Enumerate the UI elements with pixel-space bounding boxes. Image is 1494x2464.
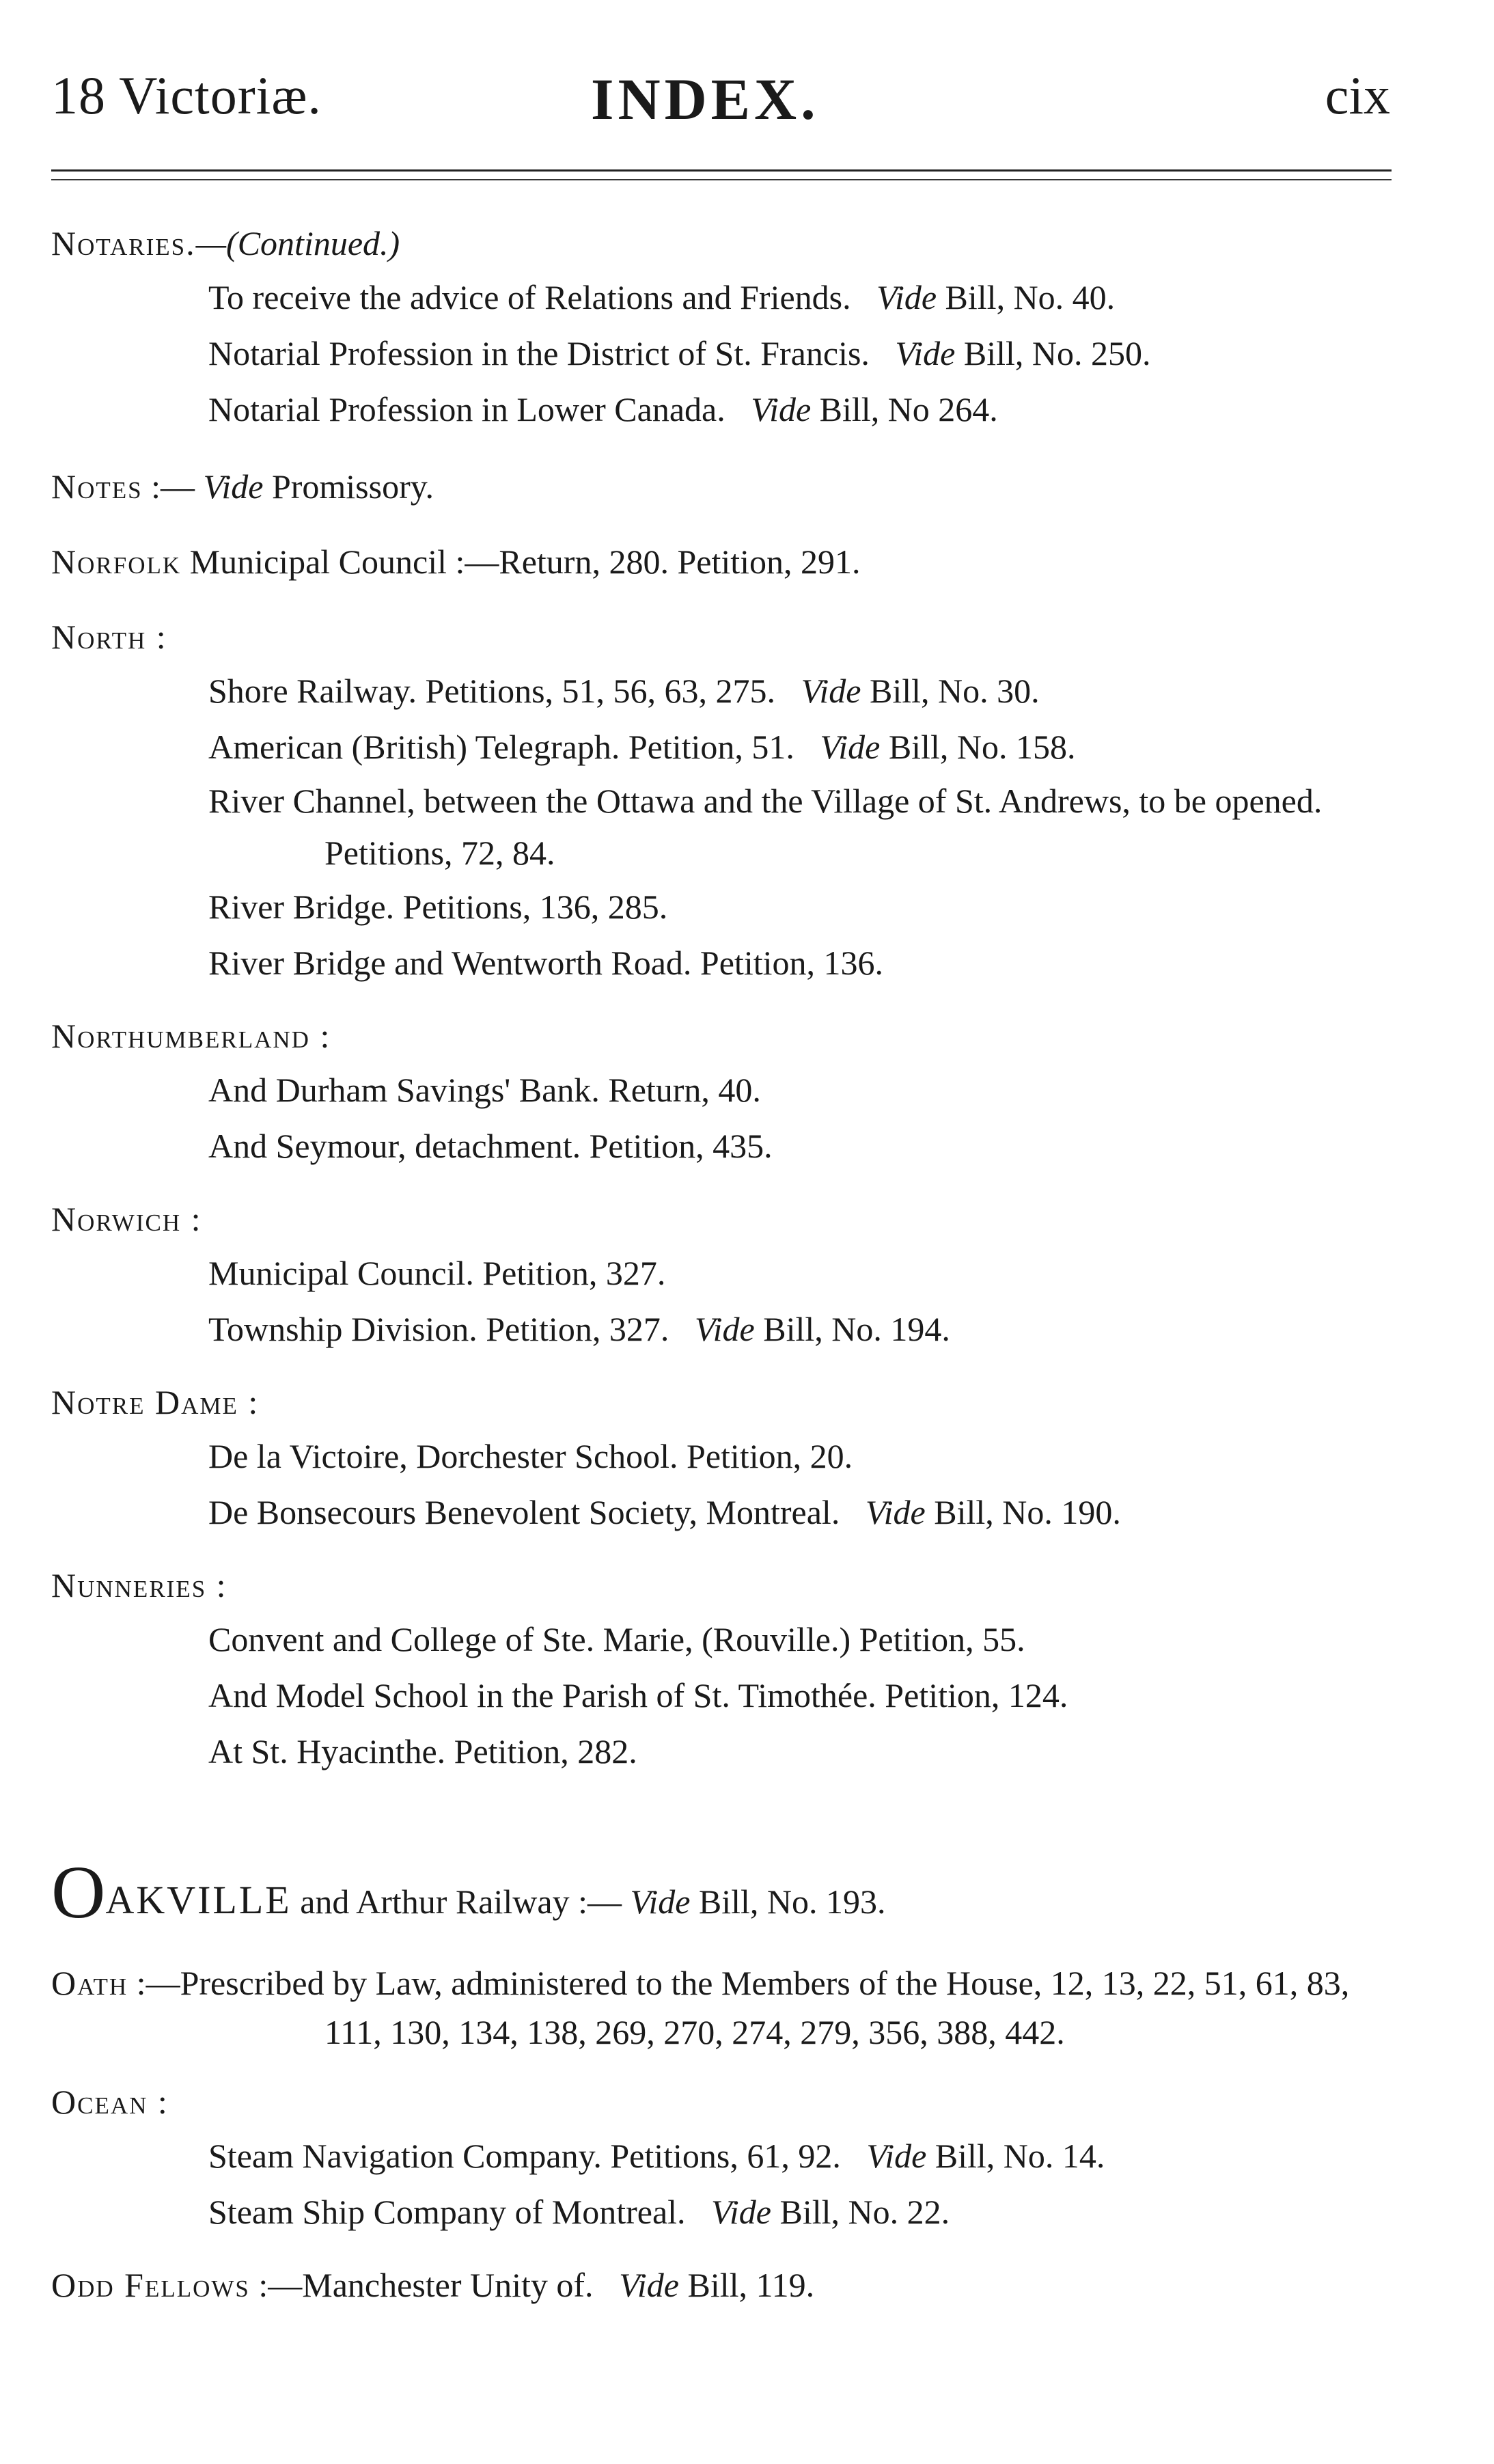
entry-north bbox=[51, 611, 1411, 991]
entry-heading: Norwich : bbox=[51, 1200, 202, 1238]
entry-heading: Notes bbox=[51, 467, 143, 506]
entry-notes: Notes :— Vide Promissory. bbox=[51, 467, 434, 506]
entry-nunneries bbox=[51, 1559, 1411, 1779]
entry-heading: Notre Dame : bbox=[51, 1383, 260, 1421]
list-item: To receive the advice of Relations and Friends. Vide Bill, No. 40. bbox=[208, 278, 1116, 316]
entry-heading: AKVILLE bbox=[105, 1878, 292, 1922]
entry-oakville: OAKVILLE and Arthur Railway :— Vide Bill, No. 193. bbox=[51, 1850, 886, 1934]
entry-heading: Notaries. bbox=[51, 224, 196, 262]
list-item: De la Victoire, Dorchester School. Petition, 20. bbox=[208, 1437, 853, 1475]
list-item: And Seymour, detachment. Petition, 435. bbox=[208, 1127, 773, 1165]
entry-odd-fellows: Odd Fellows :—Manchester Unity of. Vide Bill, 119. bbox=[51, 2266, 815, 2304]
session-label: 18 Victoriæ. bbox=[51, 66, 322, 125]
page-title: INDEX. bbox=[591, 66, 820, 132]
entry-notaries bbox=[51, 217, 1411, 437]
list-item: De Bonsecours Benevolent Society, Montreal. Vide Bill, No. 190. bbox=[208, 1493, 1121, 1531]
list-item: Shore Railway. Petitions, 51, 56, 63, 275. Vide Bill, No. 30. bbox=[208, 672, 1040, 710]
list-item: American (British) Telegraph. Petition, 51. Vide Bill, No. 158. bbox=[208, 728, 1076, 766]
list-item: Notarial Profession in the District of St. Francis. Vide Bill, No. 250. bbox=[208, 334, 1151, 372]
list-item: Notarial Profession in Lower Canada. Vide Bill, No 264. bbox=[208, 390, 998, 428]
page-number: cix bbox=[1325, 66, 1390, 125]
entry-heading: Odd Fellows bbox=[51, 2266, 250, 2304]
entry-northumberland bbox=[51, 1010, 1411, 1174]
list-item: River Bridge and Wentworth Road. Petition, 136. bbox=[208, 944, 883, 982]
continued-note: —(Continued.) bbox=[195, 224, 400, 262]
list-item: Steam Navigation Company. Petitions, 61, 92. Vide Bill, No. 14. bbox=[208, 2137, 1105, 2175]
entry-ocean bbox=[51, 2076, 1411, 2240]
entry-heading: Northumberland : bbox=[51, 1017, 331, 1055]
entry-heading: Oath bbox=[51, 1964, 128, 2002]
list-item: At St. Hyacinthe. Petition, 282. bbox=[208, 1732, 637, 1770]
entry-norwich bbox=[51, 1193, 1411, 1357]
page-header bbox=[51, 65, 1390, 140]
entry-heading: Ocean : bbox=[51, 2083, 169, 2121]
entry-heading: Nunneries : bbox=[51, 1566, 227, 1604]
list-item: River Bridge. Petitions, 136, 285. bbox=[208, 888, 668, 926]
list-item: Municipal Council. Petition, 327. bbox=[208, 1254, 666, 1292]
header-rule-top bbox=[51, 169, 1392, 172]
index-content bbox=[51, 217, 1411, 2311]
list-item: Steam Ship Company of Montreal. Vide Bill, No. 22. bbox=[208, 2193, 950, 2231]
entry-heading: Norfolk bbox=[51, 543, 182, 581]
entry-norfolk: Norfolk Municipal Council :—Return, 280. Petition, 291. bbox=[51, 543, 861, 581]
list-item: And Durham Savings' Bank. Return, 40. bbox=[208, 1071, 761, 1109]
drop-initial: O bbox=[51, 1850, 106, 1934]
header-rule-bottom bbox=[51, 179, 1392, 180]
entry-heading: North : bbox=[51, 618, 167, 656]
entry-notre-dame bbox=[51, 1376, 1411, 1540]
list-item: Township Division. Petition, 327. Vide Bill, No. 194. bbox=[208, 1310, 950, 1348]
list-item: Convent and College of Ste. Marie, (Rouville.) Petition, 55. bbox=[208, 1620, 1025, 1658]
list-item: And Model School in the Parish of St. Timothée. Petition, 124. bbox=[208, 1676, 1068, 1714]
list-item: River Channel, between the Ottawa and the Village of St. Andrews, to be opened. Petitions, 72, 84. bbox=[208, 782, 1323, 872]
entry-oath: Oath :—Prescribed by Law, administered to the Members of the House, 12, 13, 22, 51, 61, 83, 111, 130, 134, 138, 269, 270, 274, 279, 356, 388, 442. bbox=[51, 1964, 1350, 2051]
